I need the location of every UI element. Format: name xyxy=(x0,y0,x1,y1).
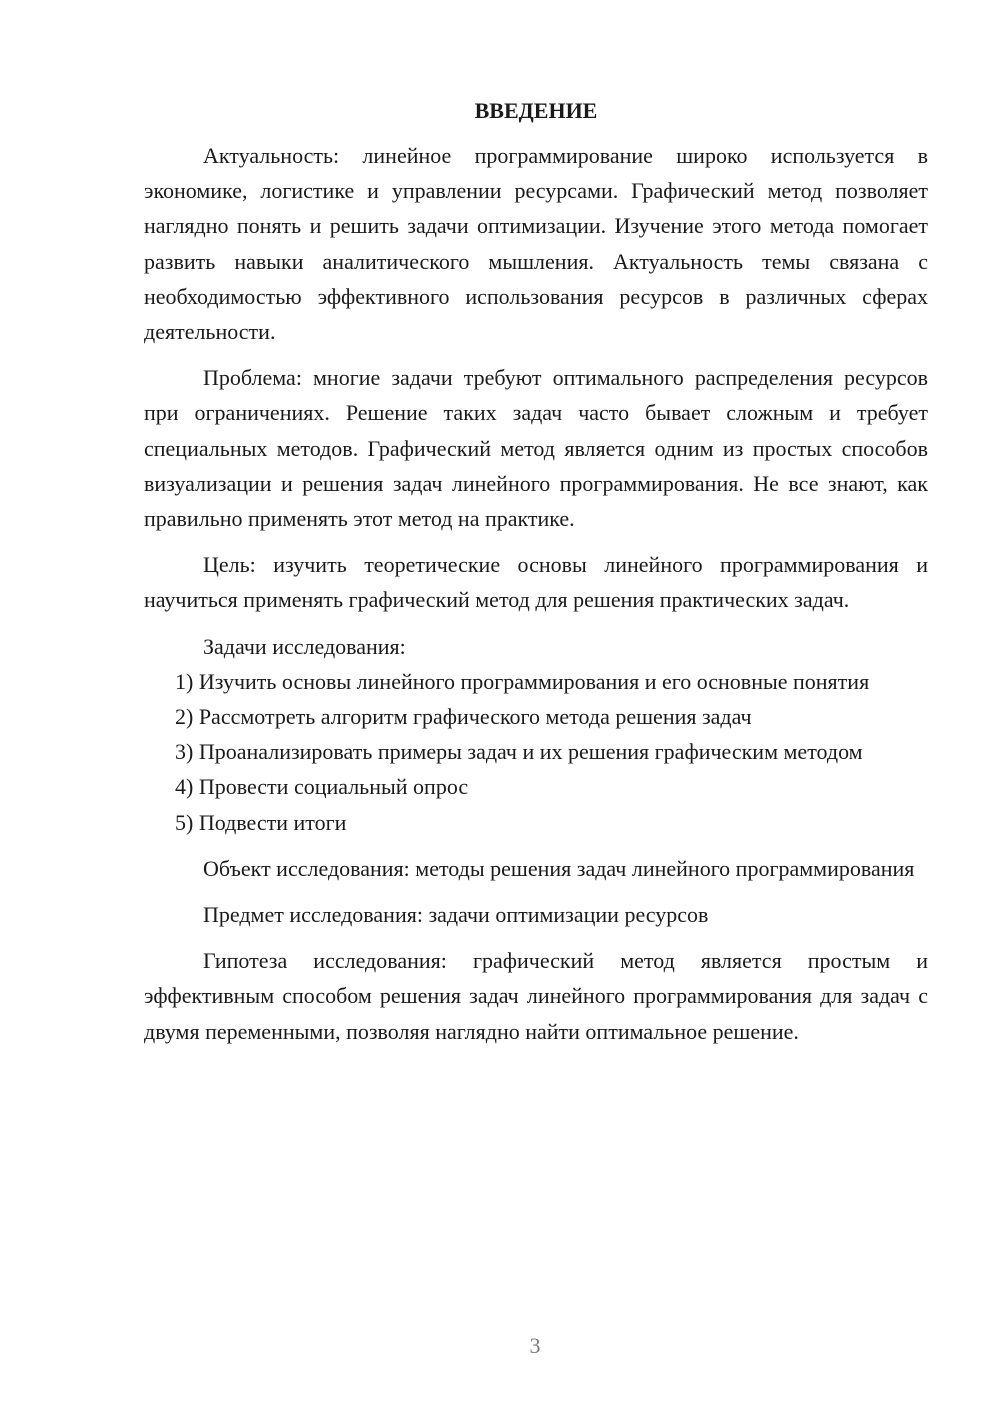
paragraph-goal: Цель: изучить теоретические основы линейного программирования и научиться применять графический метод для решения практических задач. xyxy=(144,552,928,613)
paragraph-relevance: Актуальность: линейное программирование широко используется в экономике, логистике и управлении ресурсами. Графический метод позволяет наглядно понять и решить задачи оптимизации. Изучение этого метода помогает развить навыки аналитического мышления. Актуальность темы связана с необходимостью эффективного использования ресурсов в различных сферах деятельности. xyxy=(144,143,928,345)
section-heading: ВВЕДЕНИЕ xyxy=(474,98,598,123)
page-number: 3 xyxy=(529,1333,541,1358)
task-item: 1) Изучить основы линейного программирования и его основные понятия xyxy=(175,668,870,694)
paragraph-problem: Проблема: многие задачи требуют оптимального распределения ресурсов при ограничениях. Решение таких задач часто бывает сложным и требует специальных методов. Графический метод является одним из простых способов визуализации и решения задач линейного программирования. Не все знают, как правильно применять этот метод на практике. xyxy=(144,365,928,532)
task-item: 4) Провести социальный опрос xyxy=(175,774,469,800)
task-item: 3) Проанализировать примеры задач и их решения графическим методом xyxy=(175,739,863,765)
paragraph-hypothesis: Гипотеза исследования: графический метод является простым и эффективным способом решения задач линейного программирования для задач с двумя переменными, позволяя наглядно найти оптимальное решение. xyxy=(144,948,928,1044)
paragraph-object: Объект исследования: методы решения задач линейного программирования xyxy=(203,855,915,881)
page-content xyxy=(144,93,928,1049)
tasks-title: Задачи исследования: xyxy=(203,633,406,659)
paragraph-subject: Предмет исследования: задачи оптимизации ресурсов xyxy=(203,902,709,928)
task-item: 2) Рассмотреть алгоритм графического метода решения задач xyxy=(175,704,752,730)
tasks-list xyxy=(144,664,928,840)
task-item: 5) Подвести итоги xyxy=(175,809,347,835)
